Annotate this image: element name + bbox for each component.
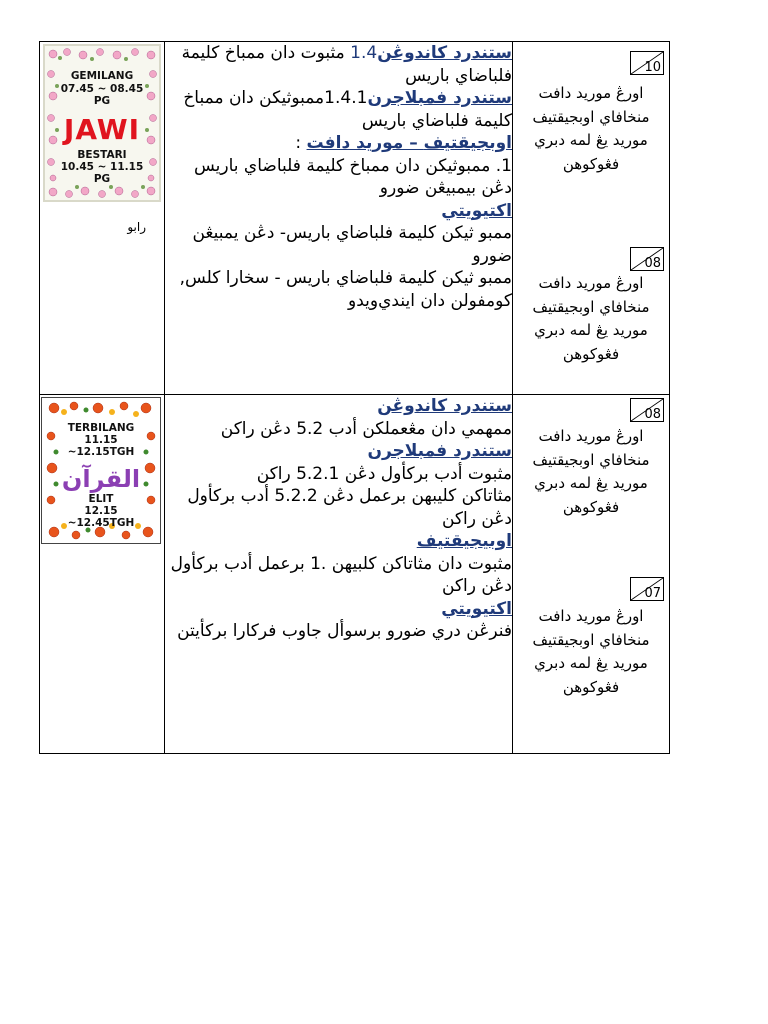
content-line: مثبوت دان مثاتاكن كلبيهن .1 برعمل أدب بركأول دڠن راكن — [170, 553, 512, 596]
badge-subject: القرآن — [61, 465, 141, 493]
heading-standard-content: ستندرد كاندوڠن — [377, 43, 512, 63]
content-line: 1. ممبوثيكن دان ممباخ كليمة فلباضاي باريس دڠن بيمبيڠن ضورو — [194, 155, 512, 198]
badge-time-2: 10.45 ~ 11.15 — [60, 161, 144, 173]
reflection-note: اورڠ موريد دافت منخافاي اوبجيقتيف موريد يڠ لمه دبري فڠوكوهن — [532, 427, 650, 516]
content-line — [165, 132, 512, 155]
count-number: 07 — [644, 586, 661, 601]
badge-class: BESTARI — [77, 149, 127, 161]
content-line: مثاتاكن كليبهن برعمل دڠن 5.2.2 أدب بركأول دڠن راكن — [187, 486, 512, 529]
badge-cell — [40, 395, 165, 754]
count-box — [630, 247, 664, 271]
heading-learning-standard: ستندرد فمبلاجرن — [367, 441, 512, 461]
content-line: فنرڠن دري ضورو برسوأل جاوب فركارا بركأيتن — [177, 621, 512, 641]
badge-unit-1: ~12.15TGH — [67, 446, 135, 458]
heading-objective: اوبيجيقتيف — [416, 531, 512, 551]
content-line: ممبو ثيكن كليمة فلباضاي باريس - سخارا كلس, كومفولن دان ايندي‌ويدو — [179, 268, 512, 311]
content-line — [165, 200, 512, 223]
count-box — [630, 51, 664, 75]
badge-class: ELIT — [88, 493, 114, 505]
content-line: ممبو ثيكن كليمة فلباضاي باريس- دڠن يمبيڠن ضورو — [192, 223, 512, 266]
lesson-row-quran — [40, 395, 670, 754]
content-line — [165, 530, 512, 553]
heading-objective: اوبجيقتيف — [423, 133, 512, 153]
content-line: ممهمي دان مڠعملكن أدب 5.2 دڠن راكن — [220, 418, 512, 439]
lesson-table — [39, 41, 670, 754]
badge-unit-1: PG — [93, 95, 111, 107]
badge-time-2: 12.15 — [84, 505, 118, 517]
reflection-note: اورڠ موريد دافت منخافاي اوبجيقتيف موريد يڠ لمه دبري فڠوكوهن — [532, 607, 650, 696]
lesson-content-jawi — [165, 42, 513, 395]
reflection-note: اورڠ موريد دافت منخافاي اوبجيقتيف موريد يڠ لمه دبري فڠوكوهن — [532, 274, 650, 363]
count-number: 08 — [644, 407, 661, 422]
badge-top-label: TERBILANG — [67, 422, 135, 434]
lesson-row-jawi — [40, 42, 670, 395]
count-box — [630, 398, 664, 422]
jawi-badge — [43, 44, 161, 202]
standard-number: 1.4 — [350, 43, 378, 63]
badge-time-1: 07.45 ~ 08.45 — [60, 83, 144, 95]
badge-unit-2: PG — [93, 173, 111, 185]
reflection-note: اورڠ موريد دافت منخافاي اوبجيقتيف موريد يڠ لمه دبري فڠوكوهن — [532, 84, 650, 173]
badge-unit-2: ~12.45TGH — [67, 517, 135, 529]
count-number: 08 — [644, 256, 661, 271]
badge-subject: JAWI — [63, 113, 141, 146]
heading-standard-content: ستندرد كاندوڠن — [377, 396, 512, 416]
badge-cell — [40, 42, 165, 395]
content-text: : — [295, 133, 307, 153]
content-line: مثبوت أدب بركأول دڠن 5.2.1 راكن — [256, 463, 512, 484]
quran-badge — [41, 397, 161, 544]
count-box — [630, 577, 664, 601]
content-text: مثبوت دان ممباخ كليمة فلباضاي باريس — [181, 43, 512, 86]
heading-activity: اكتيويتي — [441, 598, 512, 619]
reflection-cell — [513, 395, 670, 754]
count-number: 10 — [644, 60, 661, 75]
content-text: ممبوثيكن دان ممباخ كليمة فلباضاي باريس — [183, 88, 512, 131]
content-line — [165, 87, 512, 132]
reflection-cell — [513, 42, 670, 395]
heading-objective-suffix: – موريد دافت — [306, 133, 424, 153]
content-line — [165, 598, 512, 621]
standard-number: 1.4.1 — [324, 88, 368, 108]
badge-top-label: GEMILANG — [70, 70, 134, 82]
content-line — [165, 440, 512, 463]
heading-learning-standard: ستندرد فمبلاجرن — [367, 88, 512, 108]
day-label: رابو — [127, 220, 146, 234]
content-line — [165, 42, 512, 87]
heading-activity: اكتيويتي — [441, 200, 512, 221]
badge-time-1: 11.15 — [84, 434, 118, 446]
lesson-content-quran — [165, 395, 513, 754]
content-line — [165, 395, 512, 418]
